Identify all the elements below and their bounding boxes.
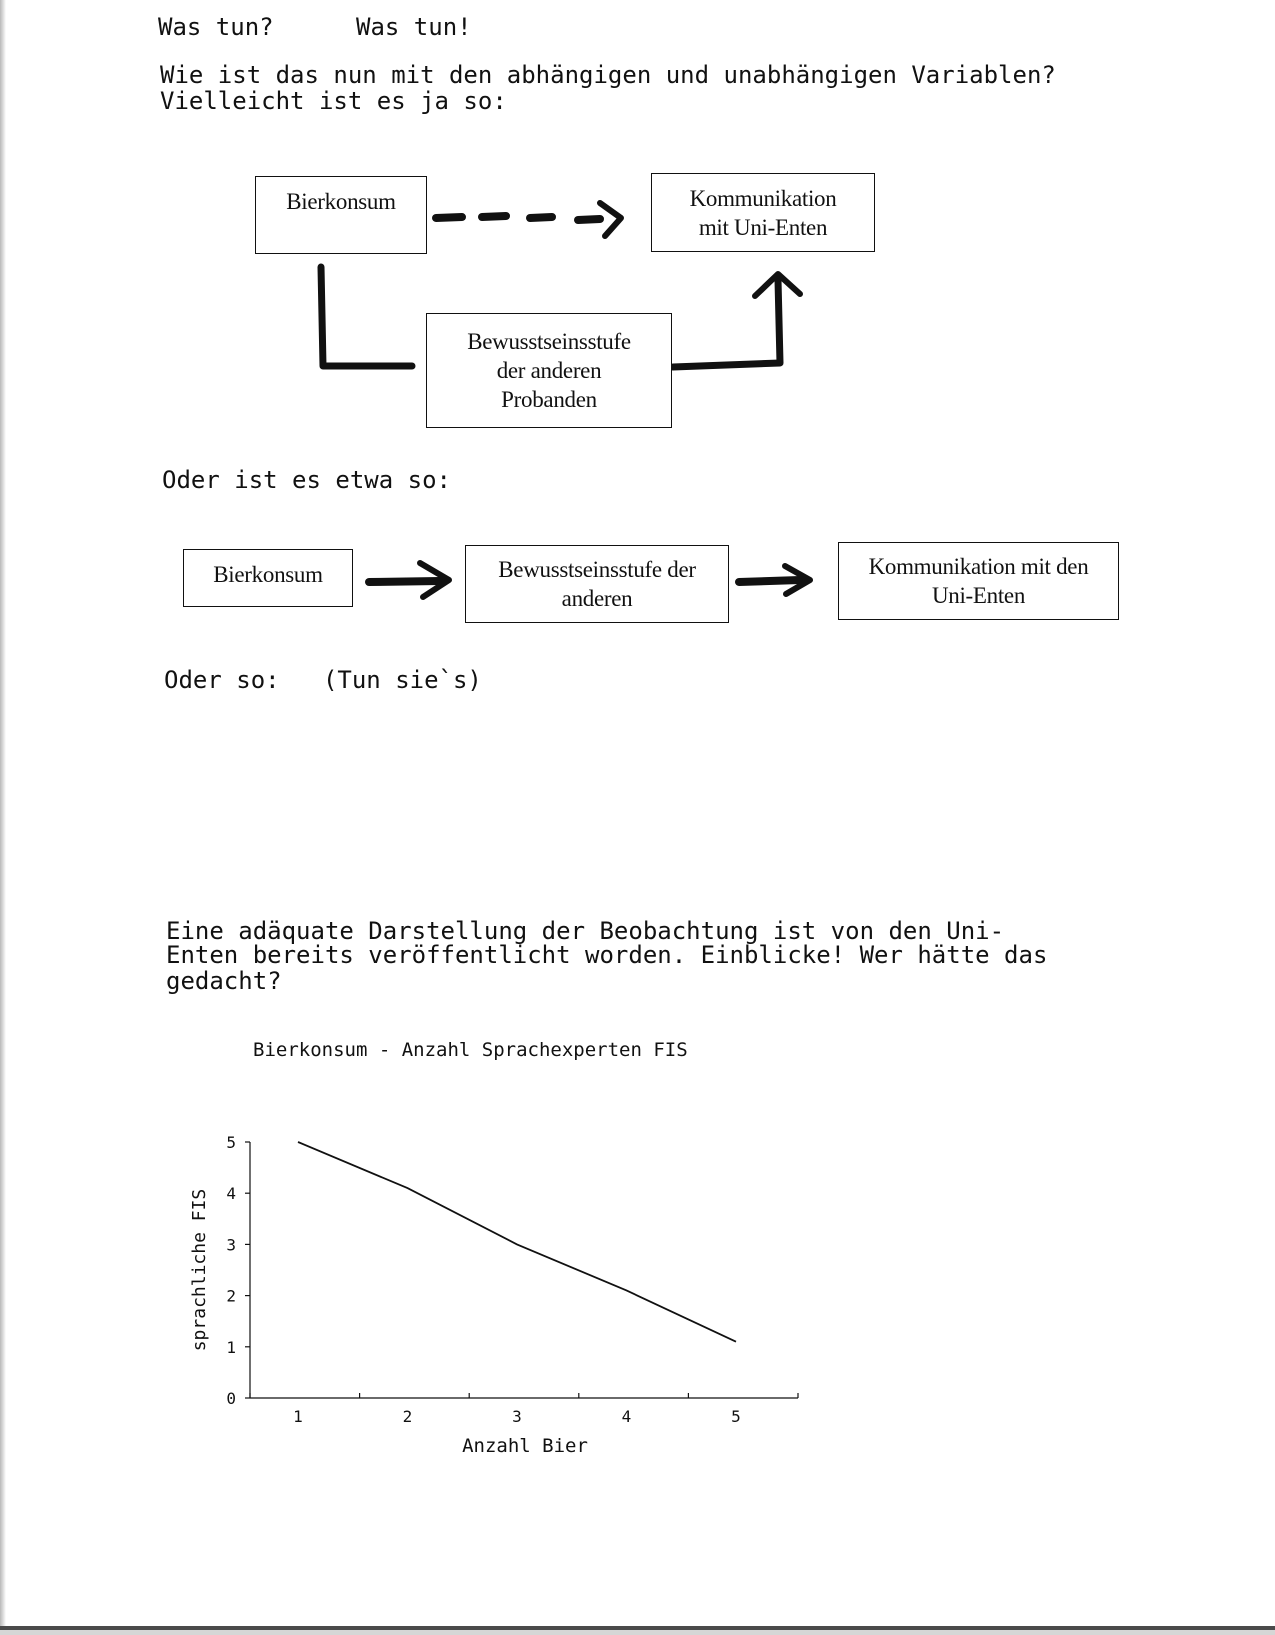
header-left: Was tun?	[158, 13, 274, 41]
y-tick-label: 0	[226, 1389, 236, 1408]
d2-box-kommunikation-line1: Kommunikation mit den	[868, 554, 1089, 579]
d2-box-bierkonsum-label: Bierkonsum	[213, 562, 323, 587]
y-tick-label: 1	[226, 1337, 236, 1357]
question-2: Oder ist es etwa so:	[162, 466, 451, 494]
y-tick-label: 2	[226, 1286, 236, 1306]
intro-line-2: Vielleicht ist es ja so:	[160, 87, 507, 115]
x-axis-label: Anzahl Bier	[462, 1435, 588, 1457]
x-tick-label: 1	[293, 1407, 303, 1426]
d1-box-kommunikation-line2: mit Uni-Enten	[698, 214, 828, 240]
y-tick-label: 3	[226, 1235, 236, 1255]
question-3: Oder so: (Tun sie`s)	[164, 666, 482, 694]
x-tick-label: 4	[621, 1407, 632, 1426]
x-tick-label: 2	[402, 1407, 413, 1426]
d2-box-kommunikation-line2: Uni-Enten	[931, 583, 1026, 608]
d2-box-bewusstseinsstufe-line1: Bewusstseinsstufe der	[498, 557, 696, 582]
paragraph-line-1: Eine adäquate Darstellung der Beobachtung ist von den Uni-	[166, 917, 1005, 945]
header-right: Was tun!	[356, 13, 472, 41]
d1-box-bewusstseinsstufe-line3: Probanden	[501, 387, 597, 412]
paragraph-line-2: Enten bereits veröffentlicht worden. Einblicke! Wer hätte das	[166, 941, 1048, 969]
d1-box-bewusstseinsstufe-line1: Bewusstseinsstufe	[467, 329, 631, 354]
d1-box-bierkonsum-label: Bierkonsum	[286, 189, 396, 214]
y-tick-label: 4	[226, 1184, 236, 1204]
y-axis-label: sprachliche FIS	[189, 1188, 210, 1352]
paragraph-line-3: gedacht?	[166, 967, 282, 995]
series-line	[298, 1142, 736, 1342]
y-tick-label: 5	[226, 1133, 236, 1152]
d1-box-kommunikation-line1: Kommunikation	[689, 185, 837, 211]
d2-box-bewusstseinsstufe-line2: anderen	[561, 586, 633, 611]
intro-line-1: Wie ist das nun mit den abhängigen und unabhängigen Variablen?	[160, 61, 1056, 89]
x-tick-label: 3	[512, 1407, 522, 1426]
x-tick-label: 5	[731, 1407, 741, 1426]
chart-title: Bierkonsum - Anzahl Sprachexperten FIS	[253, 1039, 688, 1061]
d1-box-bewusstseinsstufe-line2: der anderen	[496, 358, 602, 383]
